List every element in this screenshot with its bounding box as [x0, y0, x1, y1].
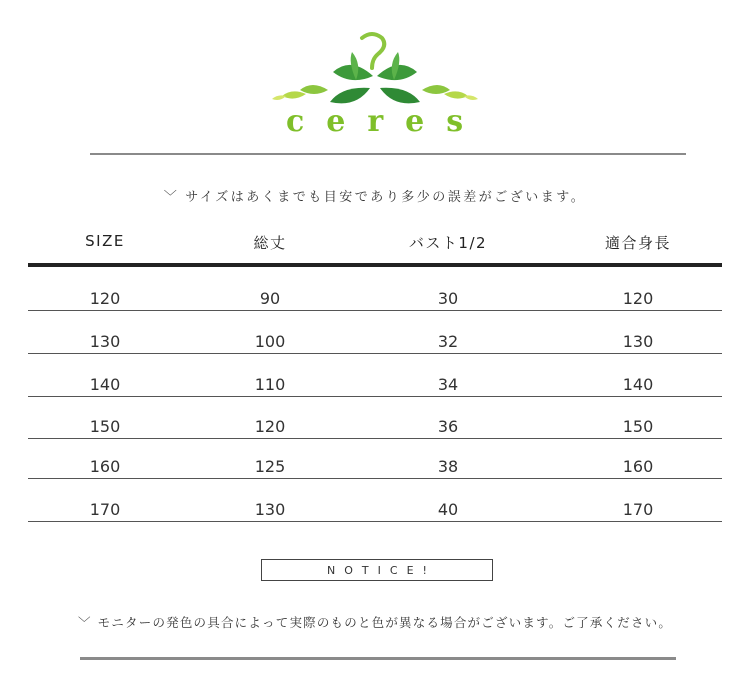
cell-bust: 38: [437, 457, 459, 476]
brand-name: ceres: [286, 104, 486, 139]
header-height: 適合身長: [604, 234, 671, 252]
cell-length: 100: [254, 332, 286, 351]
cell-height: 120: [622, 289, 654, 308]
cell-size: 130: [89, 332, 121, 351]
monitor-notice: [0, 613, 750, 631]
notice-label: NOTICE!: [261, 559, 493, 581]
table-row: [28, 310, 722, 354]
cell-length: 120: [254, 417, 286, 436]
size-notice-text: サイズはあくまでも目安であり多少の誤差がございます。: [185, 190, 587, 205]
table-row: [28, 353, 722, 397]
cell-height: 150: [622, 417, 654, 436]
table-row: [28, 395, 722, 439]
size-table-header: [28, 226, 722, 262]
cell-length: 110: [254, 375, 286, 394]
cell-size: 150: [89, 417, 121, 436]
cell-bust: 40: [437, 500, 459, 519]
monitor-notice-text: モニターの発色の具合によって実際のものと色が異なる場合がございます。ご了承ください。: [97, 615, 673, 630]
cell-bust: 32: [437, 332, 459, 351]
cell-height: 130: [622, 332, 654, 351]
cell-height: 170: [622, 500, 654, 519]
chevron-down-icon: ﹀: [163, 190, 180, 205]
top-divider: [90, 153, 686, 155]
cell-bust: 36: [437, 417, 459, 436]
bottom-divider: [80, 657, 676, 660]
header-size: SIZE: [85, 232, 125, 250]
table-row: [28, 478, 722, 522]
cell-length: 130: [254, 500, 286, 519]
cell-length: 125: [254, 457, 286, 476]
chevron-down-icon: ﹀: [77, 615, 92, 630]
cell-bust: 30: [437, 289, 459, 308]
cell-length: 90: [259, 289, 281, 308]
table-row: [28, 435, 722, 479]
cell-height: 160: [622, 457, 654, 476]
cell-size: 160: [89, 457, 121, 476]
cell-bust: 34: [437, 375, 459, 394]
cell-size: 140: [89, 375, 121, 394]
row-divider: [28, 521, 722, 522]
header-bust: バスト1/2: [408, 234, 488, 252]
header-length: 総丈: [253, 234, 287, 252]
size-notice: [0, 186, 750, 205]
cell-size: 170: [89, 500, 121, 519]
cell-size: 120: [89, 289, 121, 308]
table-row: [28, 267, 722, 311]
cell-height: 140: [622, 375, 654, 394]
